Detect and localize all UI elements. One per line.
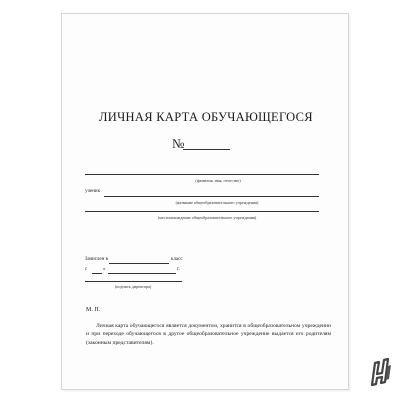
quote-mark: » <box>103 267 106 272</box>
class-line <box>109 263 169 264</box>
director-signature-line <box>85 281 182 282</box>
pupil-label: ученик <box>85 189 101 194</box>
month-year-line <box>108 273 176 274</box>
number-label: № <box>172 136 185 151</box>
enrolled-label: Зачислен в <box>85 257 108 262</box>
number-line <box>183 149 230 150</box>
document-title: ЛИЧНАЯ КАРТА ОБУЧАЮЩЕГОСЯ <box>99 110 313 124</box>
year-suffix: г. <box>177 267 180 272</box>
day-line <box>92 273 102 274</box>
location-line <box>85 211 319 212</box>
director-caption: (подпись директора) <box>114 284 152 289</box>
document-note: Личная карта обучающегося является документом, хранится в общеобразовательном учреждении и при переходе обучающегося в другое общеобразовательное учреждение выдается его родителям (законным представителям). <box>86 323 331 346</box>
location-caption: (местонахождение общеобразовательного учреждения) <box>157 215 257 220</box>
class-label: класс <box>171 257 183 262</box>
stamp-label: М. П. <box>86 307 101 313</box>
institution-line <box>104 196 319 197</box>
institution-caption: (название общеобразовательного учреждения) <box>175 200 259 205</box>
publisher-logo-icon <box>368 357 394 389</box>
fio-line <box>85 174 319 175</box>
from-label: с <box>85 267 88 272</box>
document-page <box>61 13 349 390</box>
fio-caption: (фамилия, имя, отчество) <box>195 178 241 183</box>
